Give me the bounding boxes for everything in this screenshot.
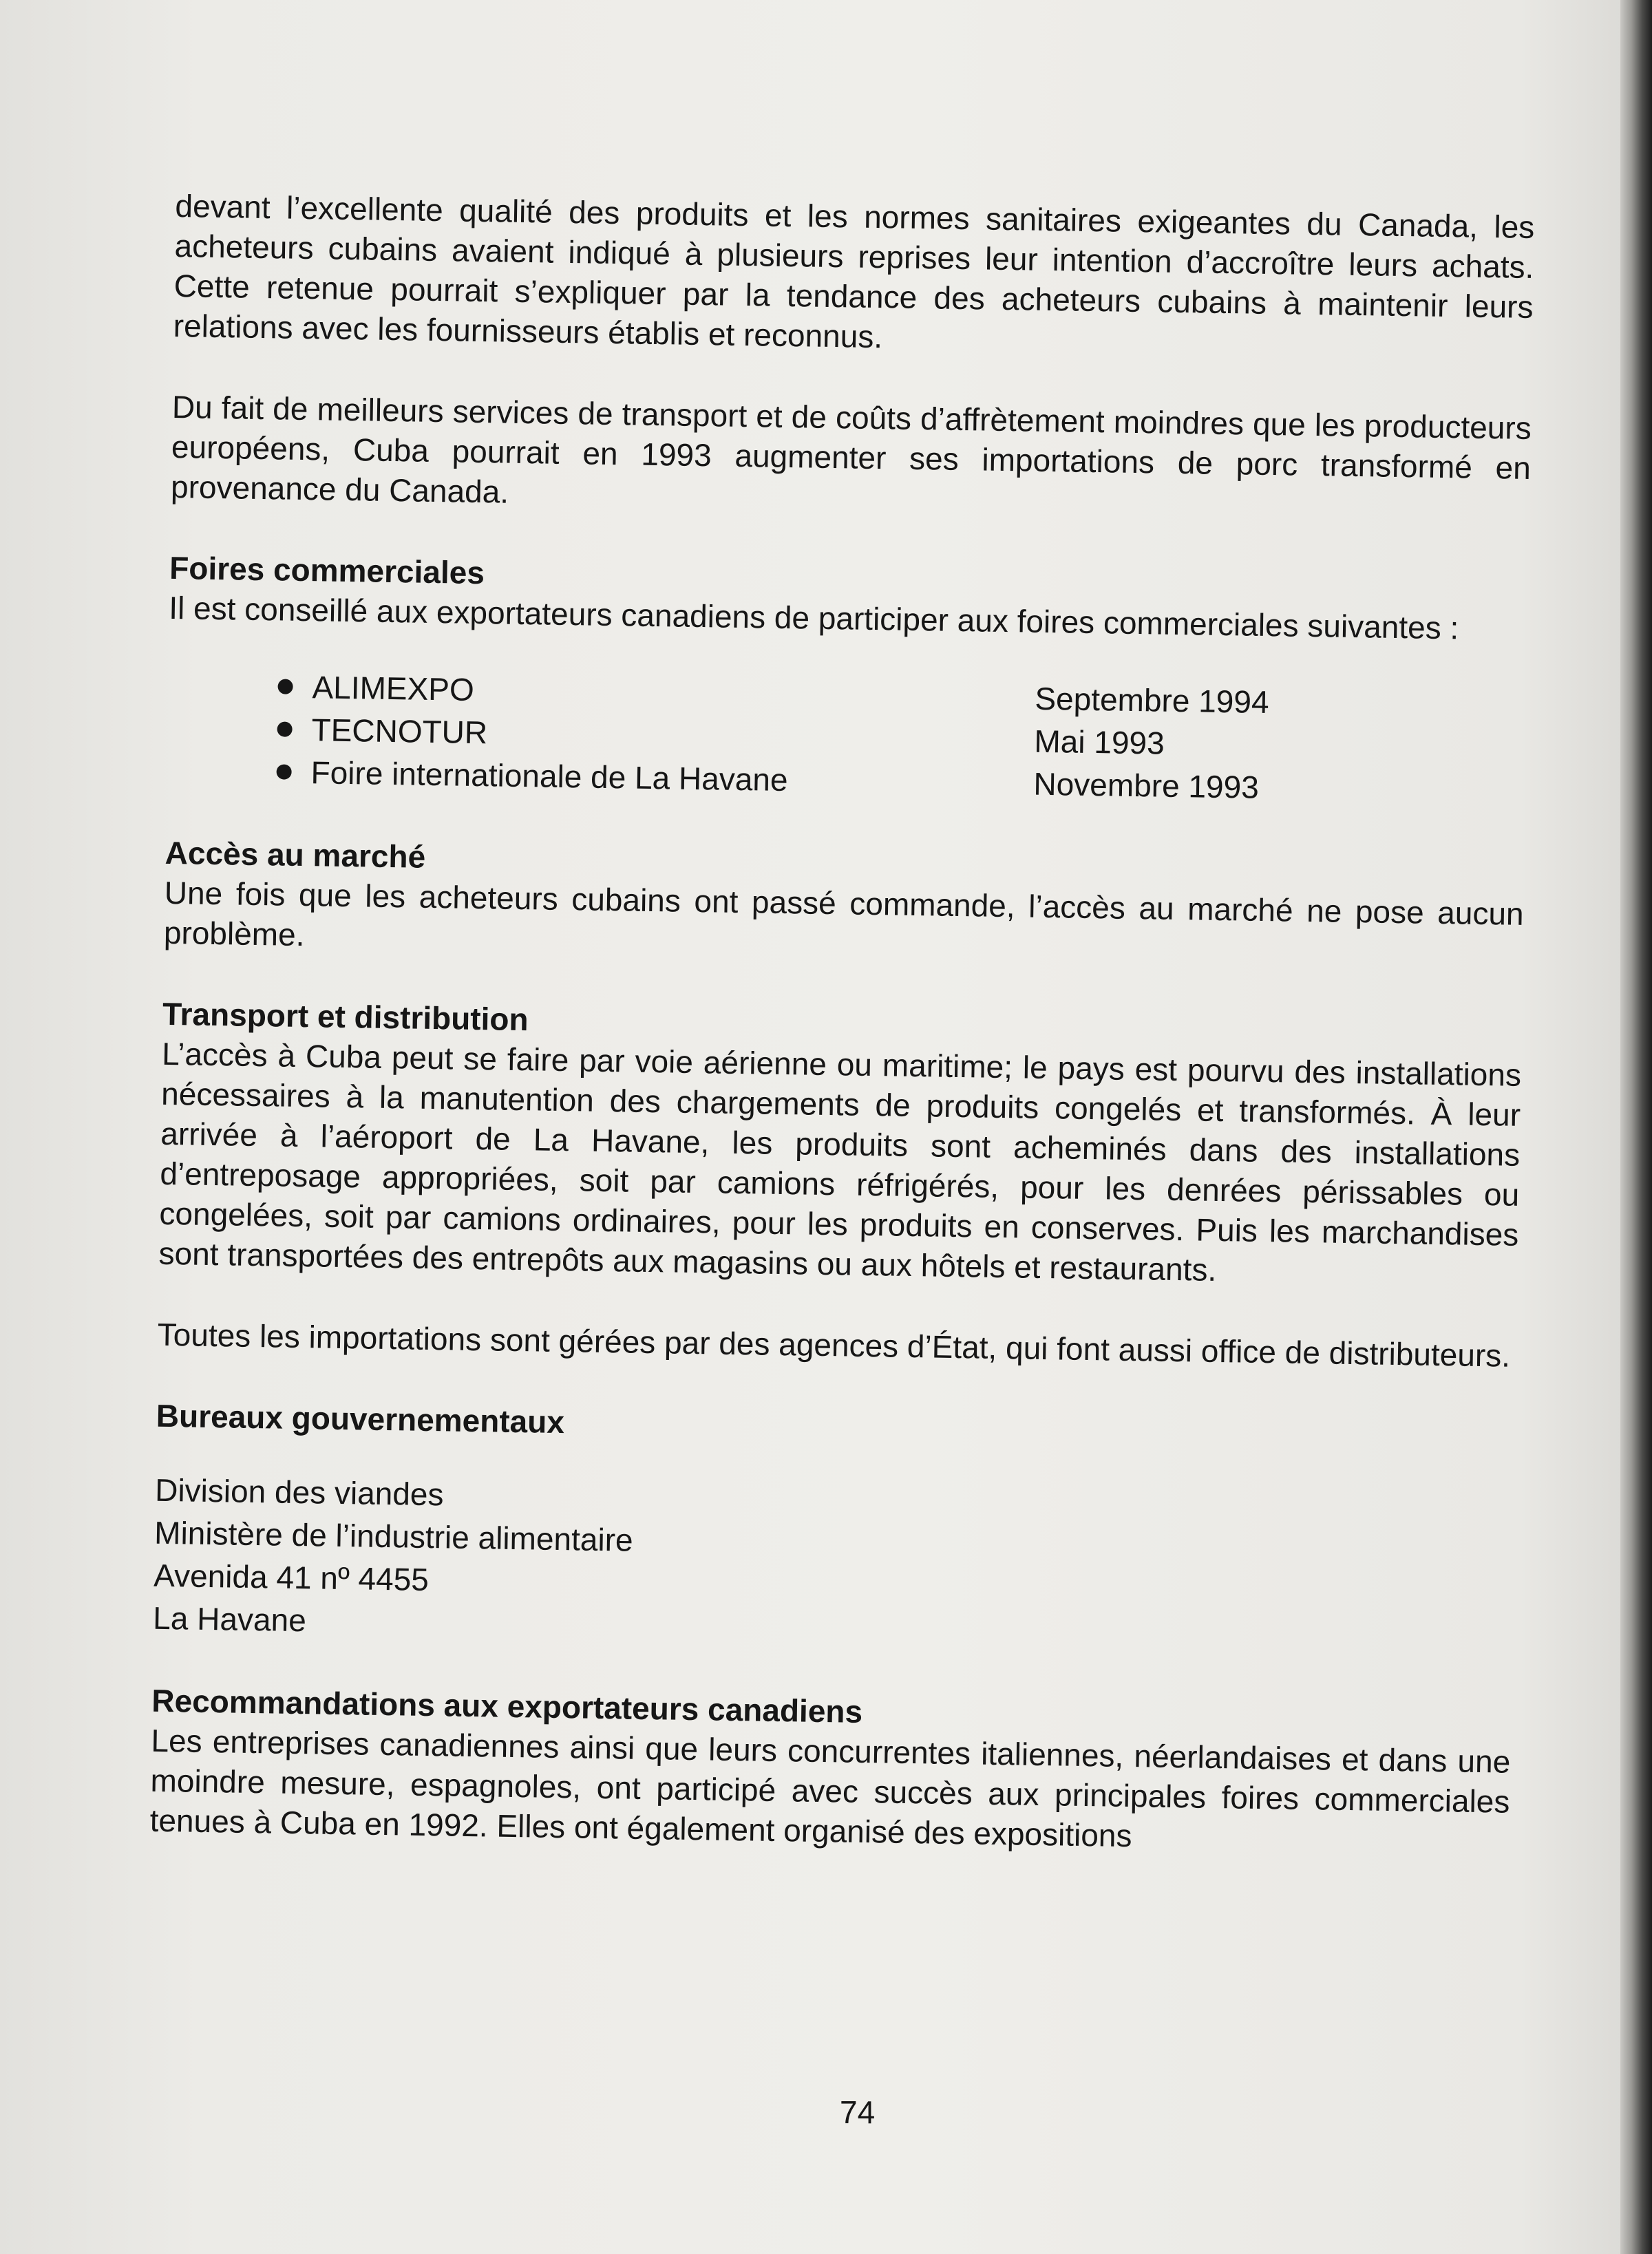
intro-paragraph-2: Du fait de meilleurs services de transport et de coûts d’affrètement moindres que les producteurs européens, Cuba pourrait en 1993 augmenter ses importations de porc transformé en provenance du Canada. <box>170 388 1532 510</box>
page-number: 74 <box>840 2094 876 2130</box>
office-address <box>153 1469 1515 1661</box>
address-line: Ministère de l’industrie alimentaire <box>153 1514 634 1558</box>
recommendations-text: Les entreprises canadiennes ainsi que leurs concurrentes italiennes, néerlandaises et dans une moindre mesure, espagnoles, ont participé avec succès aux principales foires commerciales tenues à Cuba en 1992. Elles ont également organisé des expositions <box>149 1722 1511 1854</box>
trade-fairs-text: Il est conseillé aux exportateurs canadiens de participer aux foires commerciales suivantes : <box>168 589 1459 646</box>
trade-fair-name: TECNOTUR <box>311 712 488 751</box>
transport-paragraph-2: Toutes les importations sont gérées par des agences d’État, qui font aussi office de distributeurs. <box>157 1316 1511 1374</box>
transport-heading: Transport et distribution <box>162 995 529 1038</box>
trade-fair-date: Septembre 1994 <box>1035 680 1269 721</box>
intro-paragraph-1: devant l’excellente qualité des produits et les normes sanitaires exigeantes du Canada, les acheteurs cubains avaient indiqué à plusieurs reprises leur intention d’accroître leurs achats. Cette retenue pourrait s’expliquer par la tendance des acheteurs cubains à maintenir leurs relations avec les fournisseurs établis et reconnus. <box>173 187 1535 355</box>
bullet-icon <box>277 679 293 694</box>
market-access-section <box>164 833 1525 974</box>
trade-fair-name: ALIMEXPO <box>312 669 475 708</box>
trade-fair-date: Novembre 1993 <box>1033 765 1260 805</box>
trade-fairs-section <box>166 548 1529 813</box>
government-offices-section <box>153 1396 1516 1661</box>
book-binding-edge <box>1620 0 1652 2254</box>
page-content <box>149 186 1535 1862</box>
transport-section <box>157 994 1522 1376</box>
trade-fair-date: Mai 1993 <box>1034 723 1165 761</box>
address-line: Division des viandes <box>154 1471 444 1513</box>
trade-fairs-list <box>166 663 1527 813</box>
recommendations-section <box>149 1681 1511 1862</box>
government-offices-heading: Bureaux gouvernementaux <box>156 1397 565 1440</box>
bullet-icon <box>277 721 292 736</box>
transport-paragraph-1: L’accès à Cuba peut se faire par voie aérienne ou maritime; le pays est pourvu des installations nécessaires à la manutention des chargements de produits congelés et transformés. À leur arrivée à l’aéroport de La Havane, les produits sont acheminés dans des installations d’entreposage appropriées, soit par camions réfrigérés, pour les denrées périssables ou congelées, soit par camions ordinaires, pour les produits en conserves. Puis les marchandises sont transportées des entrepôts aux magasins ou aux hôtels et restaurants. <box>158 1035 1522 1288</box>
trade-fair-name: Foire internationale de La Havane <box>310 754 788 798</box>
bullet-icon <box>276 764 291 779</box>
address-line: La Havane <box>152 1599 307 1639</box>
trade-fairs-heading: Foires commerciales <box>169 549 485 591</box>
market-access-text: Une fois que les acheteurs cubains ont passé commande, l’accès au marché ne pose aucun problème. <box>163 874 1525 953</box>
address-line: Avenida 41 nº 4455 <box>153 1557 430 1598</box>
market-access-heading: Accès au marché <box>165 834 426 875</box>
recommendations-heading: Recommandations aux exportateurs canadiens <box>151 1682 863 1730</box>
